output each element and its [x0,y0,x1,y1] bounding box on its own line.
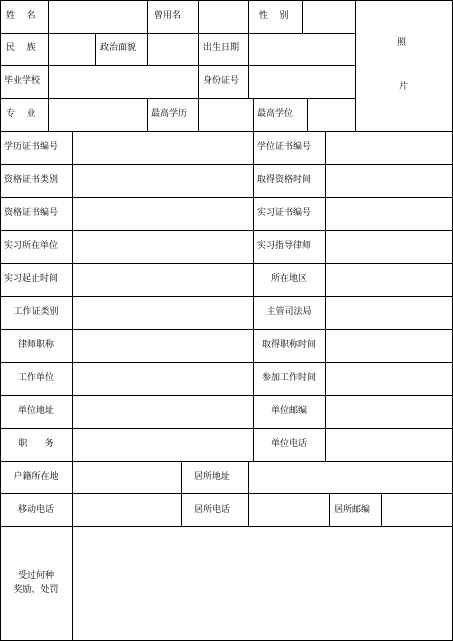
qual-obtain-time-field[interactable] [326,165,452,197]
mobile-field[interactable] [73,494,181,526]
label-awards: 奖励、处罚 [13,585,59,595]
rule [0,0,1,641]
label-unit-postcode: 单位邮编 [270,406,307,416]
label-household-location: 户籍所在地 [13,472,59,482]
label-intern-period: 实习起止时间 [4,274,59,284]
label-mobile: 移动电话 [17,505,54,515]
label-major: 专 业 [6,109,36,119]
label-unit-phone: 单位电话 [270,439,307,449]
label-justice-bureau: 主管司法局 [266,307,312,317]
label-political-status: 政治面貌 [100,43,137,53]
id-number-field[interactable] [249,66,355,98]
rule [95,33,96,65]
ethnicity-field[interactable] [49,34,95,65]
unit-postcode-field[interactable] [326,396,452,428]
label-awards: 受过何种 [17,571,54,581]
intern-unit-field[interactable] [73,231,253,263]
label-unit-address: 单位地址 [17,406,54,416]
rule [198,33,199,65]
highest-education-field[interactable] [199,99,253,131]
label-photo: 照 [397,38,407,48]
work-unit-field[interactable] [73,363,253,395]
unit-address-field[interactable] [73,396,253,428]
awards-field[interactable] [73,527,452,640]
unit-phone-field[interactable] [326,429,452,461]
school-field[interactable] [49,66,198,98]
label-title-obtain-time: 取得职称时间 [261,340,316,350]
rule [147,0,148,33]
label-qual-cert-type: 资格证书类别 [4,175,59,185]
label-residence-address: 居所地址 [194,472,231,482]
intern-cert-no-field[interactable] [326,198,452,230]
label-lawyer-title: 律师职称 [17,340,54,350]
region-field[interactable] [326,264,452,296]
title-obtain-time-field[interactable] [326,330,452,362]
label-residence-postcode: 居所邮编 [334,505,371,515]
label-birth-date: 出生日期 [203,43,240,53]
degree-cert-no-field[interactable] [326,132,452,164]
label-gender: 性 别 [259,11,289,21]
label-position: 职 务 [18,439,54,449]
position-field[interactable] [73,429,253,461]
work-cert-type-field[interactable] [73,297,253,329]
label-highest-degree: 最高学位 [257,109,294,119]
edu-cert-no-field[interactable] [73,132,253,164]
residence-postcode-field[interactable] [382,494,452,526]
rule [181,461,182,526]
justice-bureau-field[interactable] [326,297,452,329]
label-work-unit: 工作单位 [17,373,54,383]
name-field[interactable] [49,1,147,33]
intern-lawyer-field[interactable] [326,231,452,263]
lawyer-title-field[interactable] [73,330,253,362]
label-photo: 片 [399,82,409,92]
major-field[interactable] [49,99,147,131]
label-highest-education: 最高学历 [151,109,188,119]
rule [329,493,330,526]
label-qual-obtain-time: 取得资格时间 [257,175,312,185]
label-intern-unit: 实习所在单位 [4,241,59,251]
label-school: 毕业学校 [4,76,41,86]
label-edu-cert-no: 学历证书编号 [4,142,59,152]
label-id-number: 身份证号 [203,76,240,86]
rule [253,98,254,131]
rule [198,65,199,98]
household-location-field[interactable] [73,462,181,493]
label-region: 所在地区 [270,274,307,284]
label-work-cert-type: 工作证类别 [13,307,59,317]
rule [248,0,249,33]
label-work-start-time: 参加工作时间 [261,373,316,383]
label-name: 姓 名 [6,11,36,21]
label-residence-phone: 居所电话 [194,505,231,515]
rule [147,98,148,131]
highest-degree-field[interactable] [308,99,355,131]
qual-cert-type-field[interactable] [73,165,253,197]
intern-period-field[interactable] [73,264,253,296]
work-start-time-field[interactable] [326,363,452,395]
birth-date-field[interactable] [249,34,355,65]
photo-box[interactable] [356,1,452,131]
gender-field[interactable] [303,1,355,33]
label-intern-cert-no: 实习证书编号 [257,208,312,218]
political-status-field[interactable] [148,34,198,65]
former-name-field[interactable] [199,1,248,33]
qual-cert-no-field[interactable] [73,198,253,230]
label-qual-cert-no: 资格证书编号 [4,208,59,218]
label-former-name: 曾用名 [154,11,182,21]
label-intern-lawyer: 实习指导律师 [257,241,312,251]
label-degree-cert-no: 学位证书编号 [257,142,312,152]
residence-address-field[interactable] [249,462,452,493]
residence-phone-field[interactable] [249,494,329,526]
label-ethnicity: 民 族 [6,43,36,53]
